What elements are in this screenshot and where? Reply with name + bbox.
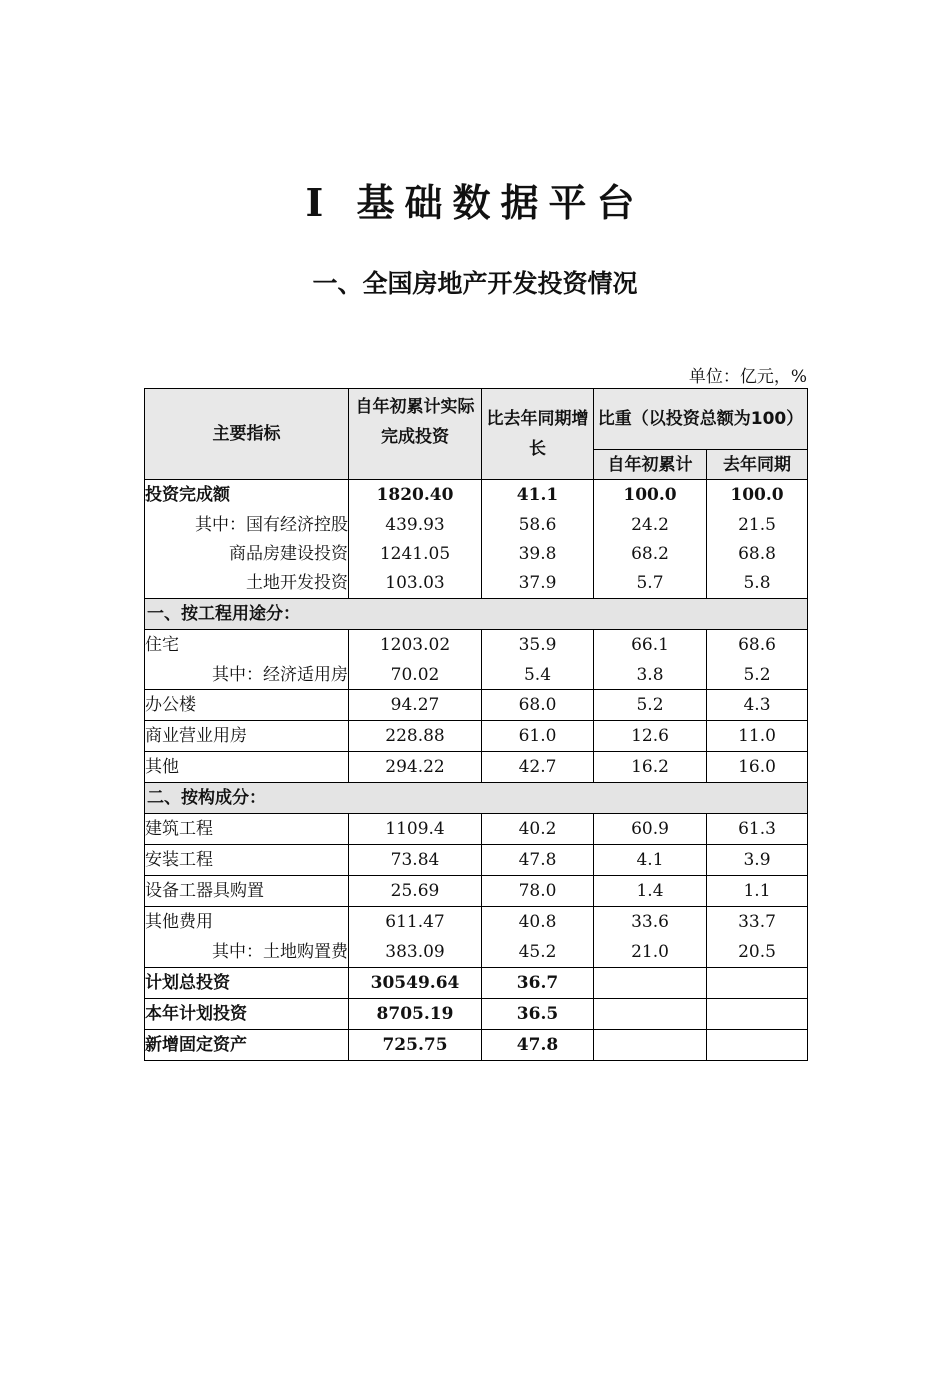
row-value: 611.47 <box>349 907 482 938</box>
row-value: 8705.19 <box>349 998 482 1029</box>
row-value: 47.8 <box>482 1029 594 1060</box>
row-value: 4.3 <box>707 690 808 721</box>
row-value: 68.2 <box>594 540 707 569</box>
row-label: 土地开发投资 <box>145 569 349 599</box>
row-value: 11.0 <box>707 721 808 752</box>
row-value: 78.0 <box>482 876 594 907</box>
header-proportion <box>594 389 808 450</box>
row-value: 103.03 <box>349 569 482 599</box>
row-label: 投资完成额 <box>145 480 349 511</box>
row-label: 其中：国有经济控股 <box>145 511 349 540</box>
table-row <box>145 998 808 1029</box>
row-value: 1.4 <box>594 876 707 907</box>
row-label: 计划总投资 <box>145 967 349 998</box>
unit-note: 单位：亿元，% <box>688 367 807 387</box>
row-value: 228.88 <box>349 721 482 752</box>
row-value: 1820.40 <box>349 480 482 511</box>
header-main-indicator: 主要指标 <box>145 389 349 480</box>
row-value: 100.0 <box>594 480 707 511</box>
table-row <box>145 845 808 876</box>
row-label: 其中：经济适用房 <box>145 660 349 690</box>
row-value: 439.93 <box>349 511 482 540</box>
row-value: 30549.64 <box>349 967 482 998</box>
row-value: 33.7 <box>707 907 808 938</box>
page-title: Ⅰ 基础数据平台 <box>305 180 645 225</box>
row-label: 本年计划投资 <box>145 998 349 1029</box>
row-value: 21.0 <box>594 938 707 968</box>
table-row <box>145 907 808 938</box>
row-value: 16.0 <box>707 752 808 783</box>
table-row <box>145 752 808 783</box>
row-value: 5.8 <box>707 569 808 599</box>
row-value: 1109.4 <box>349 814 482 845</box>
row-value: 4.1 <box>594 845 707 876</box>
row-value: 24.2 <box>594 511 707 540</box>
row-value: 36.7 <box>482 967 594 998</box>
row-label: 安装工程 <box>145 845 349 876</box>
section-label: 一、按工程用途分： <box>145 598 808 629</box>
row-value: 41.1 <box>482 480 594 511</box>
table-row <box>145 967 808 998</box>
row-value: 5.7 <box>594 569 707 599</box>
row-value: 35.9 <box>482 629 594 660</box>
header-cumulative-investment <box>349 389 482 480</box>
row-value: 725.75 <box>349 1029 482 1060</box>
row-value <box>707 1029 808 1060</box>
row-value: 39.8 <box>482 540 594 569</box>
row-label: 商业营业用房 <box>145 721 349 752</box>
header-yoy-growth-text: 比去年同期增长 <box>486 409 589 459</box>
row-value: 61.3 <box>707 814 808 845</box>
row-value <box>707 967 808 998</box>
header-proportion-text: 比重（以投资总额为100） <box>597 409 804 429</box>
row-value: 36.5 <box>482 998 594 1029</box>
row-value: 66.1 <box>594 629 707 660</box>
table-row <box>145 721 808 752</box>
row-label: 新增固定资产 <box>145 1029 349 1060</box>
section-row <box>145 783 808 814</box>
table-row <box>145 938 808 968</box>
row-label: 建筑工程 <box>145 814 349 845</box>
row-value: 94.27 <box>349 690 482 721</box>
row-value: 68.6 <box>707 629 808 660</box>
row-value: 1241.05 <box>349 540 482 569</box>
table-row <box>145 511 808 540</box>
row-value: 1203.02 <box>349 629 482 660</box>
table-row <box>145 480 808 511</box>
row-value: 68.8 <box>707 540 808 569</box>
table-row <box>145 660 808 690</box>
row-value <box>594 1029 707 1060</box>
row-value: 383.09 <box>349 938 482 968</box>
section-label: 二、按构成分： <box>145 783 808 814</box>
row-value: 58.6 <box>482 511 594 540</box>
table-row <box>145 629 808 660</box>
row-value: 294.22 <box>349 752 482 783</box>
table-row <box>145 1029 808 1060</box>
row-value: 20.5 <box>707 938 808 968</box>
row-value: 33.6 <box>594 907 707 938</box>
row-label: 设备工器具购置 <box>145 876 349 907</box>
row-value: 5.4 <box>482 660 594 690</box>
row-label: 其他费用 <box>145 907 349 938</box>
row-value: 40.2 <box>482 814 594 845</box>
row-value <box>594 967 707 998</box>
row-value: 40.8 <box>482 907 594 938</box>
row-value <box>594 998 707 1029</box>
row-value: 16.2 <box>594 752 707 783</box>
table-row <box>145 876 808 907</box>
row-value: 5.2 <box>707 660 808 690</box>
row-value: 25.69 <box>349 876 482 907</box>
section-row <box>145 598 808 629</box>
row-value: 42.7 <box>482 752 594 783</box>
header-ytd: 自年初累计 <box>594 450 707 480</box>
table-row <box>145 814 808 845</box>
row-label: 办公楼 <box>145 690 349 721</box>
row-value: 47.8 <box>482 845 594 876</box>
row-value: 60.9 <box>594 814 707 845</box>
table-row <box>145 569 808 599</box>
row-value: 45.2 <box>482 938 594 968</box>
row-label: 其他 <box>145 752 349 783</box>
row-value: 68.0 <box>482 690 594 721</box>
header-yoy-growth <box>482 389 594 480</box>
row-value: 61.0 <box>482 721 594 752</box>
row-label: 商品房建设投资 <box>145 540 349 569</box>
row-value: 73.84 <box>349 845 482 876</box>
row-value <box>707 998 808 1029</box>
row-label: 其中：土地购置费 <box>145 938 349 968</box>
header-last-year: 去年同期 <box>707 450 808 480</box>
row-label: 住宅 <box>145 629 349 660</box>
row-value: 1.1 <box>707 876 808 907</box>
row-value: 21.5 <box>707 511 808 540</box>
section-title: 一、全国房地产开发投资情况 <box>312 269 638 298</box>
header-cumulative-investment-text: 自年初累计实际完成投资 <box>355 397 475 447</box>
table-row <box>145 690 808 721</box>
row-value: 70.02 <box>349 660 482 690</box>
row-value: 37.9 <box>482 569 594 599</box>
row-value: 12.6 <box>594 721 707 752</box>
table-row <box>145 540 808 569</box>
row-value: 5.2 <box>594 690 707 721</box>
row-value: 3.9 <box>707 845 808 876</box>
investment-table <box>144 388 808 1061</box>
row-value: 3.8 <box>594 660 707 690</box>
row-value: 100.0 <box>707 480 808 511</box>
